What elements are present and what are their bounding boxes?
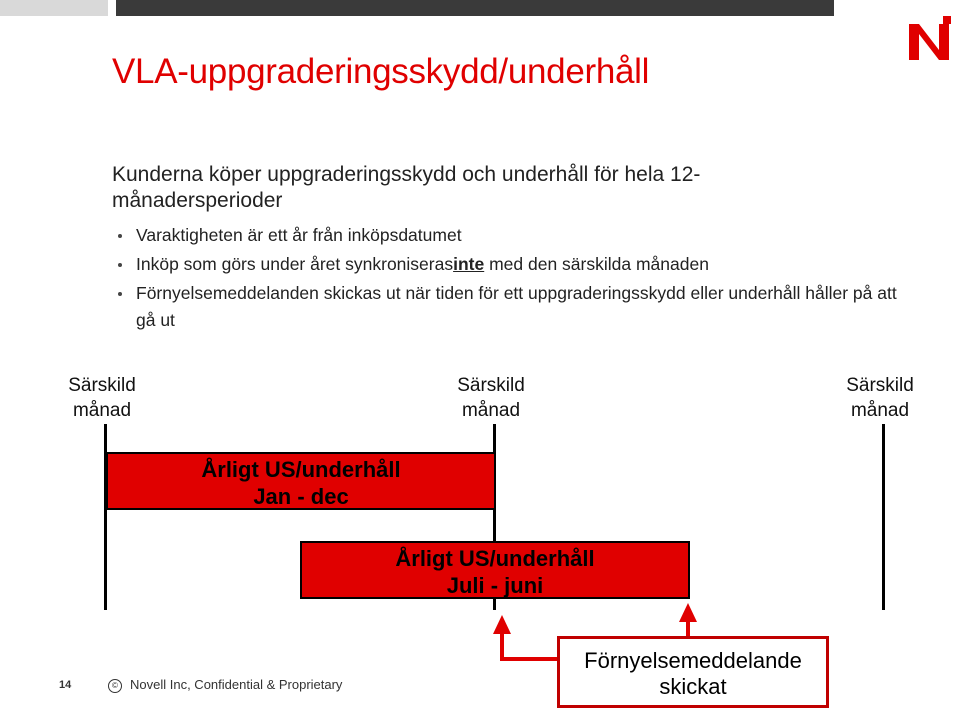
copyright-icon: © <box>108 679 122 693</box>
page-title: VLA-uppgraderingsskydd/underhåll <box>112 52 650 91</box>
period-bar-jan-dec: Årligt US/underhåll Jan - dec <box>106 452 496 510</box>
bullet-item: Inköp som görs under året synkroniserasinte med den särskilda månaden <box>112 251 902 277</box>
bullet-item: Förnyelsemeddelanden skickas ut när tiden för ett uppgraderingsskydd eller underhåll håller på att gå ut <box>112 280 902 334</box>
bullet-item: Varaktigheten är ett år från inköpsdatumet <box>112 222 902 248</box>
arrow-up-icon <box>493 615 511 634</box>
month-label-3: Särskild månad <box>846 375 914 421</box>
month-label-2: Särskild månad <box>457 375 525 421</box>
footer-copyright: © Novell Inc, Confidential & Proprietary <box>108 677 342 693</box>
intro-text: Kunderna köper uppgraderingsskydd och underhåll för hela 12-månadersperioder <box>112 163 701 212</box>
page-number: 14 <box>59 679 72 691</box>
period-bar-juli-juni: Årligt US/underhåll Juli - juni <box>300 541 690 599</box>
emphasis-inte: inte <box>453 254 485 274</box>
renewal-notice-callout: Förnyelsemeddelande skickat <box>557 636 829 708</box>
month-label-1: Särskild månad <box>68 375 136 421</box>
arrow-up-icon <box>679 603 697 622</box>
